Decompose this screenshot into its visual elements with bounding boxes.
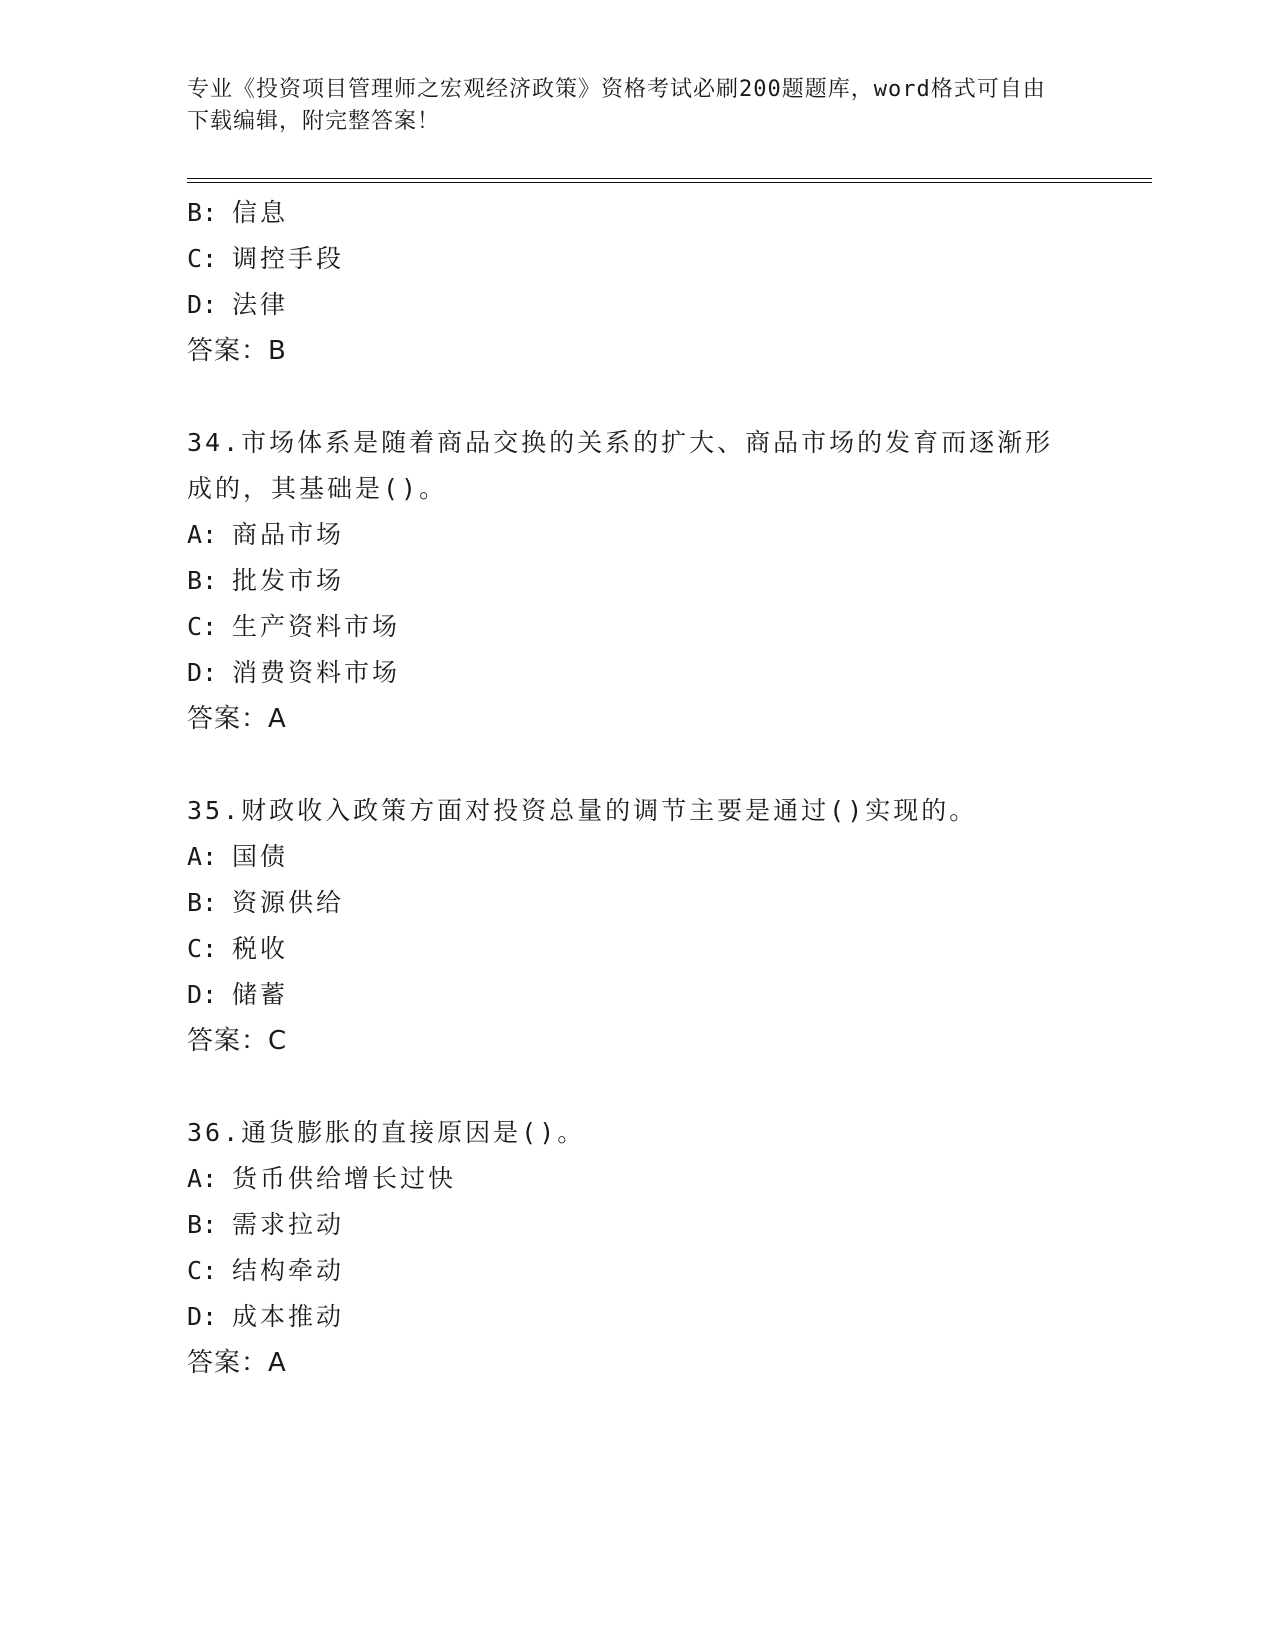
header-divider xyxy=(187,178,1152,179)
option-letter: C: xyxy=(187,244,218,273)
option-letter: B: xyxy=(187,1210,218,1239)
option-text: 批发市场 xyxy=(232,566,345,595)
option-b xyxy=(187,880,1087,926)
option-letter: C: xyxy=(187,612,218,641)
option-c xyxy=(187,236,1087,282)
option-text: 税收 xyxy=(232,934,289,963)
option-letter: B: xyxy=(187,198,218,227)
option-d xyxy=(187,650,1087,696)
option-letter: C: xyxy=(187,1256,218,1285)
option-text: 商品市场 xyxy=(232,520,345,549)
option-c xyxy=(187,1248,1087,1294)
option-b xyxy=(187,190,1087,236)
question-block-35 xyxy=(187,788,1087,1064)
option-text: 法律 xyxy=(232,290,289,319)
document-header: 专业《投资项目管理师之宏观经济政策》资格考试必刷200题题库，word格式可自由下载编辑，附完整答案！ xyxy=(187,77,1046,134)
question-block-34 xyxy=(187,420,1087,742)
option-letter: D: xyxy=(187,658,218,687)
option-text: 生产资料市场 xyxy=(232,612,401,641)
question-list xyxy=(187,190,1087,1386)
question-stem: 36.通货膨胀的直接原因是()。 xyxy=(187,1118,586,1147)
option-a xyxy=(187,834,1087,880)
answer-line: 答案：A xyxy=(187,704,287,734)
option-text: 信息 xyxy=(232,198,289,227)
question-block-33 xyxy=(187,190,1087,374)
option-letter: A: xyxy=(187,1164,218,1193)
option-b xyxy=(187,1202,1087,1248)
option-c xyxy=(187,604,1087,650)
option-text: 调控手段 xyxy=(232,244,345,273)
option-d xyxy=(187,1294,1087,1340)
option-d xyxy=(187,972,1087,1018)
option-letter: D: xyxy=(187,980,218,1009)
option-text: 结构牵动 xyxy=(232,1256,345,1285)
answer-line: 答案：A xyxy=(187,1348,287,1378)
answer-line: 答案：C xyxy=(187,1026,288,1056)
option-c xyxy=(187,926,1087,972)
option-text: 消费资料市场 xyxy=(232,658,401,687)
option-text: 资源供给 xyxy=(232,888,345,917)
option-letter: A: xyxy=(187,842,218,871)
header-divider-secondary xyxy=(187,182,1152,183)
option-text: 储蓄 xyxy=(232,980,289,1009)
option-a xyxy=(187,512,1087,558)
option-text: 货币供给增长过快 xyxy=(232,1164,457,1193)
option-letter: B: xyxy=(187,566,218,595)
question-block-36 xyxy=(187,1110,1087,1386)
option-letter: B: xyxy=(187,888,218,917)
answer-line: 答案：B xyxy=(187,336,287,366)
option-text: 国债 xyxy=(232,842,289,871)
option-letter: A: xyxy=(187,520,218,549)
option-letter: D: xyxy=(187,290,218,319)
question-stem: 34.市场体系是随着商品交换的关系的扩大、商品市场的发育而逐渐形成的，其基础是()。 xyxy=(187,428,1054,503)
option-text: 需求拉动 xyxy=(232,1210,345,1239)
option-d xyxy=(187,282,1087,328)
option-a xyxy=(187,1156,1087,1202)
question-stem: 35.财政收入政策方面对投资总量的调节主要是通过()实现的。 xyxy=(187,796,978,825)
option-letter: C: xyxy=(187,934,218,963)
option-text: 成本推动 xyxy=(232,1302,345,1331)
option-letter: D: xyxy=(187,1302,218,1331)
option-b xyxy=(187,558,1087,604)
